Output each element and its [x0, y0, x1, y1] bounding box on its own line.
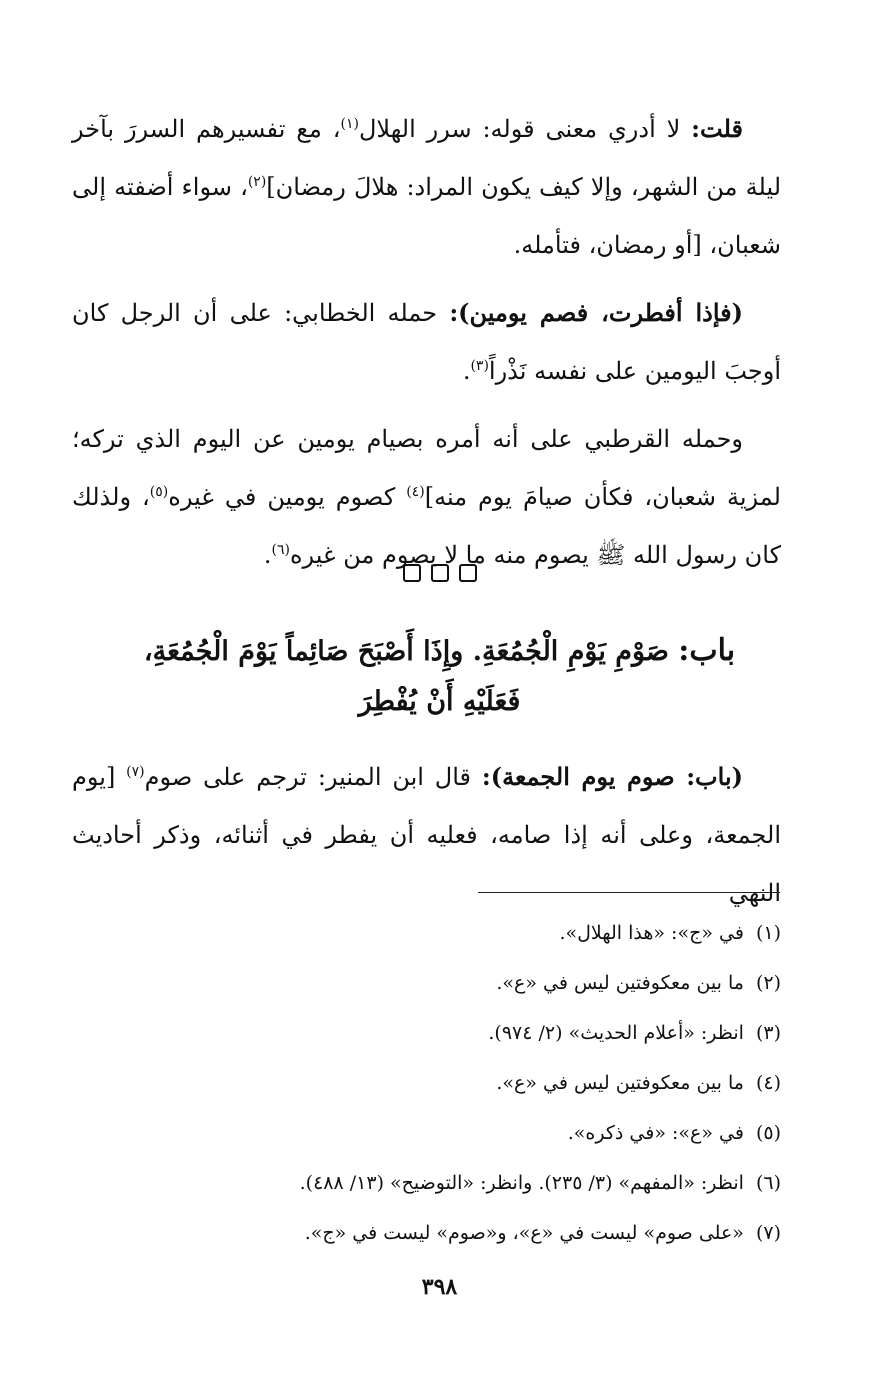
paragraph-text: وحمله القرطبي على أنه أمره بصيام يومين عن اليوم الذي تركه؛ لمزية شعبان، فكأن صيامَ يوم منه]: [72, 425, 781, 511]
paragraph-text: ، ولذلك كان رسول الله ﷺ يصوم منه ما لا يصوم من غيره: [72, 483, 781, 569]
footnote: [61, 908, 781, 958]
paragraph-text: لا أدري معنى قوله: سرر الهلال: [358, 115, 692, 143]
footnote-number: (٦): [755, 1172, 781, 1194]
footnote-divider: [478, 892, 780, 893]
main-text: [72, 100, 781, 598]
footnote-text: في «ج»: «هذا الهلال».: [559, 922, 744, 944]
paragraph-text: .: [263, 541, 272, 569]
footnote-marker: (٢): [247, 174, 267, 190]
footnote-marker: (١): [340, 116, 359, 132]
footnote-marker: (٣): [470, 358, 489, 374]
chapter-heading-line-1: [60, 626, 819, 677]
footnote-text: في «ع»: «في ذكره».: [567, 1122, 744, 1144]
square-ornament-icon: [459, 564, 477, 582]
footnote: [61, 1008, 781, 1058]
footnote-text: انظر: «المفهم» (٣/ ٢٣٥). وانظر: «التوضيح» (١٣/ ٤٨٨).: [299, 1172, 744, 1194]
chapter-heading: [60, 626, 819, 727]
paragraph-lead: (باب: صوم يوم الجمعة):: [481, 762, 743, 791]
paragraph-text: ، سواء أضفته إلى شعبان، [أو رمضان، فتأمله.: [72, 173, 781, 259]
footnote-number: (٢): [755, 972, 781, 994]
paragraph-text: .: [462, 357, 471, 385]
footnote-text: ما بين معكوفتين ليس في «ع».: [496, 1072, 744, 1094]
footnote-marker: (٦): [271, 542, 290, 558]
page-number: ٣٩٨: [421, 1274, 458, 1300]
paragraph-2: [72, 284, 781, 400]
section-separator: [0, 564, 879, 586]
paragraph-text: قال ابن المنير: ترجم على صوم: [144, 763, 482, 791]
paragraph-text: ، مع تفسيرهم السررَ بآخر ليلة من الشهر، وإلا كيف يكون المراد: هلالَ رمضان]: [72, 115, 782, 201]
chapter-heading-line-2: فَعَلَيْهِ أَنْ يُفْطِرَ: [358, 686, 521, 717]
footnote-number: (٣): [755, 1022, 781, 1044]
paragraph-4: [72, 748, 781, 922]
footnote: [61, 1058, 781, 1108]
footnote-number: (٤): [755, 1072, 781, 1094]
chapter-title: صَوْمِ يَوْمِ الْجُمُعَةِ. وإِذَا أَصْبَحَ صَائِماً يَوْمَ الْجُمُعَةِ،: [143, 636, 679, 667]
paragraph-text: حمله الخطابي: على أن الرجل كان أوجبَ اليومين على نفسه نَذْراً: [72, 299, 781, 385]
footnotes: [61, 908, 781, 1258]
footnote: [61, 1158, 781, 1208]
paragraph-lead: قلت:: [691, 114, 744, 143]
footnote: [61, 1208, 781, 1258]
footnote-number: (٧): [755, 1222, 781, 1244]
footnote-number: (١): [755, 922, 781, 944]
paragraph-3: [72, 410, 781, 584]
paragraph-text: كصوم يومين في غيره: [168, 483, 407, 511]
footnote-marker: (٤): [406, 484, 425, 500]
paragraph-1: [72, 100, 781, 274]
paragraph-lead: (فإذا أفطرت، فصم يومين):: [449, 298, 744, 327]
footnote: [61, 1108, 781, 1158]
footnote-marker: (٧): [126, 764, 145, 780]
footnote: [61, 958, 781, 1008]
square-ornament-icon: [431, 564, 449, 582]
footnote-text: انظر: «أعلام الحديث» (٢/ ٩٧٤).: [488, 1022, 744, 1044]
footnote-text: ما بين معكوفتين ليس في «ع».: [496, 972, 744, 994]
chapter-label: باب:: [678, 633, 736, 668]
footnote-number: (٥): [755, 1122, 781, 1144]
square-ornament-icon: [403, 564, 421, 582]
footnote-text: «على صوم» ليست في «ع»، و«صوم» ليست في «ج».: [304, 1222, 744, 1244]
footnote-marker: (٥): [149, 484, 169, 500]
paragraph-text: [يوم الجمعة، وعلى أنه إذا صامه، فعليه أن يفطر في أثنائه، وذكر أحاديث النهي: [72, 763, 781, 907]
